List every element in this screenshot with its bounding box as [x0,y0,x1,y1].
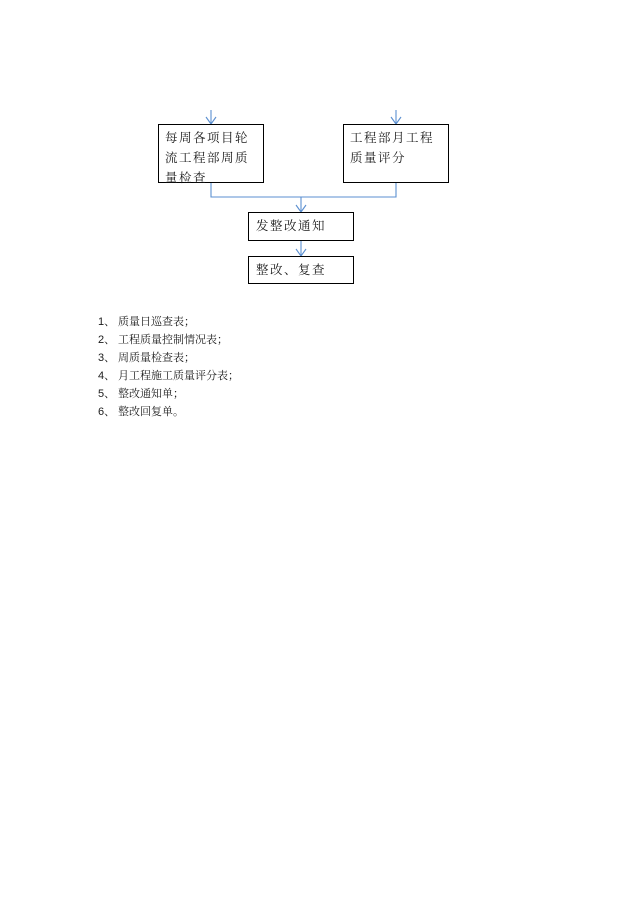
list-item [98,349,239,367]
list-item [98,367,239,385]
list-item [98,313,239,331]
list-item [98,403,239,421]
merge-connector [211,183,396,197]
list-item-label: 整改回复单。 [118,405,184,418]
list-item-label: 周质量检查表； [118,351,195,364]
list-item-number: 6、 [98,406,116,418]
list-item [98,385,239,403]
list-item [98,331,239,349]
weekly-quality-check-text: 每周各项目轮流工程部周质量检查 [165,130,250,185]
list-item-label: 质量日巡查表； [118,315,195,328]
list-item-number: 2、 [98,334,116,346]
list-item-number: 5、 [98,388,116,400]
issue-rectification-notice-box [248,212,354,241]
list-item-number: 3、 [98,352,116,364]
monthly-quality-score-box [343,124,449,183]
list-item-label: 整改通知单； [118,387,184,400]
list-item-number: 1、 [98,316,116,328]
monthly-quality-score-text: 工程部月工程质量评分 [350,130,435,165]
issue-rectification-notice-text: 发整改通知 [256,218,327,233]
list-item-label: 工程质量控制情况表； [118,333,228,346]
weekly-quality-check-box [158,124,264,183]
list-item-number: 4、 [98,370,116,382]
form-list [98,313,239,421]
rectify-review-text: 整改、复查 [256,262,327,277]
list-item-label: 月工程施工质量评分表； [118,369,239,382]
rectify-review-box [248,256,354,284]
